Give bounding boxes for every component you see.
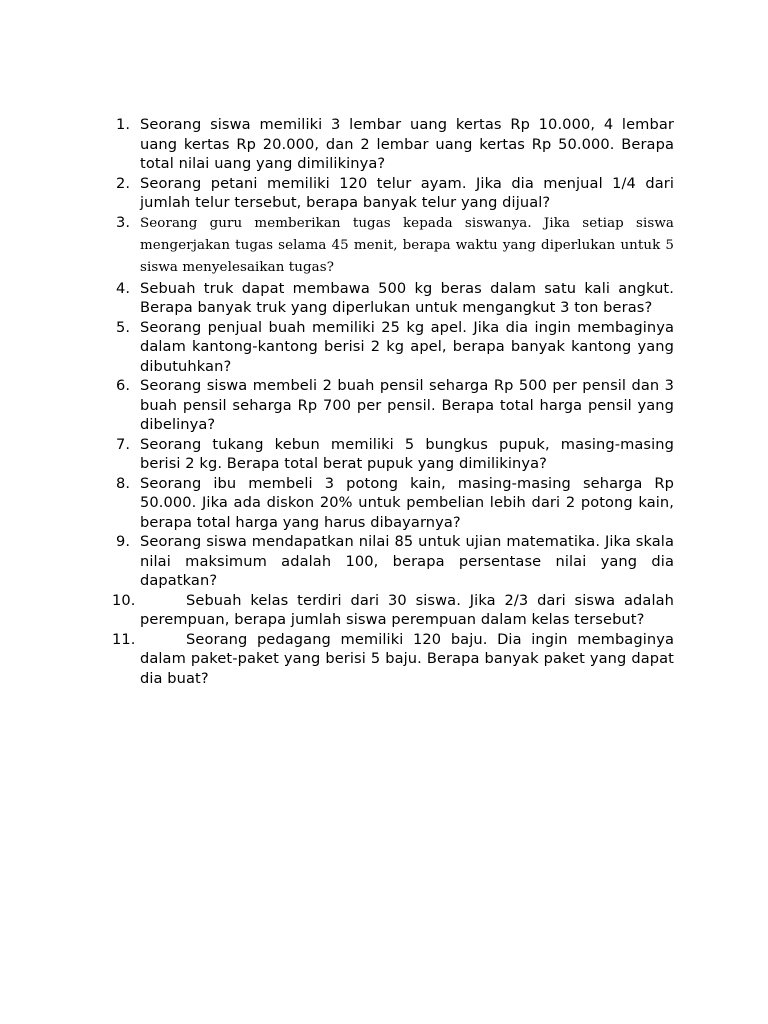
question-number: 8. bbox=[116, 474, 131, 492]
question-number: 10. bbox=[112, 591, 136, 609]
question-text: Seorang pedagang memiliki 120 baju. Dia ingin membaginya dalam paket-paket yang berisi 5 baju. Berapa banyak paket yang dapat dia buat? bbox=[140, 630, 674, 687]
question-item bbox=[112, 474, 674, 533]
question-number: 5. bbox=[116, 318, 131, 336]
question-text: Seorang siswa memiliki 3 lembar uang kertas Rp 10.000, 4 lembar uang kertas Rp 20.000, dan 2 lembar uang kertas Rp 50.000. Berapa total nilai uang yang dimilikinya? bbox=[140, 116, 674, 172]
question-text: Seorang guru memberikan tugas kepada siswanya. Jika setiap siswa mengerjakan tugas selama 45 menit, berapa waktu yang diperlukan untuk 5 siswa menyelesaikan tugas? bbox=[140, 215, 674, 275]
question-text: Seorang penjual buah memiliki 25 kg apel. Jika dia ingin membaginya dalam kantong-kantong berisi 2 kg apel, berapa banyak kantong yang dibutuhkan? bbox=[140, 318, 674, 375]
question-item bbox=[112, 279, 674, 318]
question-item bbox=[112, 318, 674, 377]
question-number: 2. bbox=[116, 174, 131, 192]
question-item bbox=[112, 174, 674, 213]
question-number: 4. bbox=[116, 279, 131, 297]
question-text: Seorang tukang kebun memiliki 5 bungkus pupuk, masing-masing berisi 2 kg. Berapa total berat pupuk yang dimilikinya? bbox=[140, 435, 674, 472]
question-number: 1. bbox=[116, 116, 131, 133]
question-item bbox=[112, 115, 674, 174]
question-number: 7. bbox=[116, 435, 131, 453]
question-number: 3. bbox=[116, 213, 131, 231]
question-number: 11. bbox=[112, 630, 136, 648]
question-text: Seorang ibu membeli 3 potong kain, masing-masing seharga Rp 50.000. Jika ada diskon 20% untuk pembelian lebih dari 2 potong kain, berapa total harga yang harus dibayarnya? bbox=[140, 474, 674, 531]
question-list bbox=[112, 115, 674, 688]
question-item bbox=[112, 630, 674, 689]
question-number: 6. bbox=[116, 377, 131, 394]
question-text: Seorang siswa membeli 2 buah pensil seharga Rp 500 per pensil dan 3 buah pensil seharga Rp 700 per pensil. Berapa total harga pensil yang dibelinya? bbox=[140, 377, 674, 433]
question-text: Sebuah kelas terdiri dari 30 siswa. Jika 2/3 dari siswa adalah perempuan, berapa jumlah siswa perempuan dalam kelas tersebut? bbox=[140, 591, 674, 628]
question-item bbox=[112, 591, 674, 630]
question-text: Seorang petani memiliki 120 telur ayam. Jika dia menjual 1/4 dari jumlah telur tersebut, berapa banyak telur yang dijual? bbox=[140, 174, 674, 211]
question-item bbox=[112, 435, 674, 474]
question-text: Seorang siswa mendapatkan nilai 85 untuk ujian matematika. Jika skala nilai maksimum adalah 100, berapa persentase nilai yang dia dapatkan? bbox=[140, 533, 674, 589]
question-item bbox=[112, 532, 674, 591]
question-number: 9. bbox=[116, 533, 131, 550]
question-item bbox=[112, 376, 674, 435]
question-text: Sebuah truk dapat membawa 500 kg beras dalam satu kali angkut. Berapa banyak truk yang diperlukan untuk mengangkut 3 ton beras? bbox=[140, 279, 674, 316]
question-item bbox=[112, 213, 674, 279]
